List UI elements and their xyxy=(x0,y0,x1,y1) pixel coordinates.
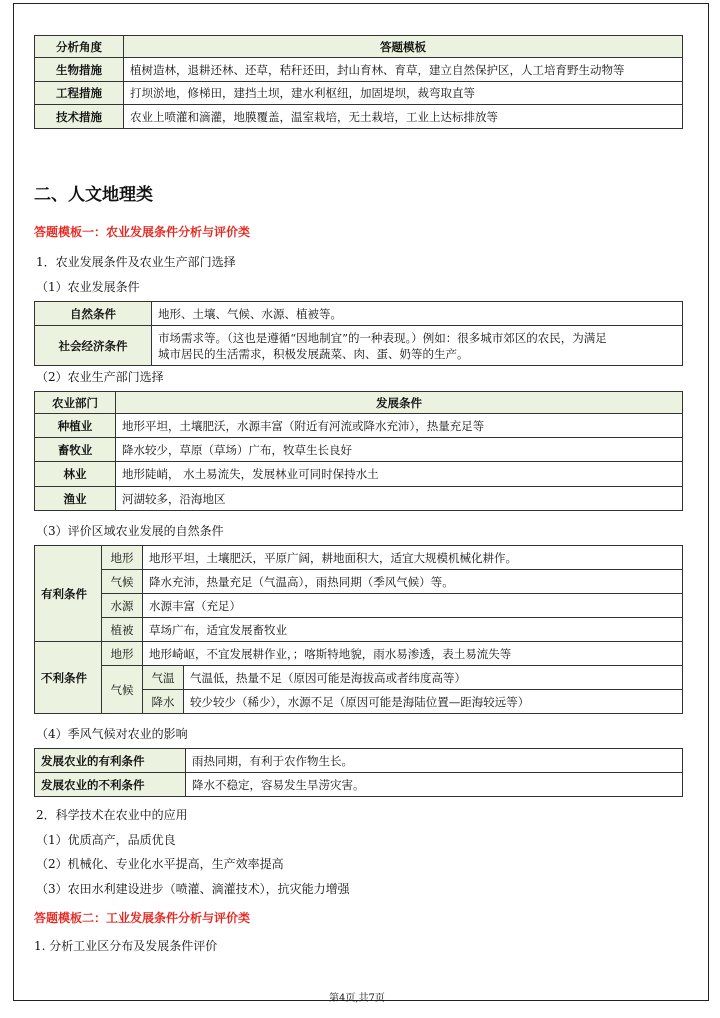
item-heading: 1．农业发展条件及农业生产部门选择 xyxy=(36,255,236,269)
factor-label: 气候 xyxy=(102,666,143,714)
factor-content: 较少较少（稀少），水源不足（原因可能是海陆位置—距海较远等） xyxy=(184,690,683,714)
table-header: 分析角度 xyxy=(35,36,124,58)
row-content: 雨热同期，有利于农作物生长。 xyxy=(186,749,683,773)
sub-heading: （4）季风气候对农业的影响 xyxy=(36,727,188,741)
row-label: 发展农业的有利条件 xyxy=(35,749,186,773)
unfavorable-label: 不利条件 xyxy=(35,642,102,714)
factor-content: 草场广布，适宜发展畜牧业 xyxy=(143,618,683,642)
subfactor-label: 降水 xyxy=(143,690,184,714)
row-content: 地形陡峭， 水土易流失，发展林业可同时保持水土 xyxy=(116,462,683,487)
row-content: 地形平坦，土壤肥沃，水源丰富（附近有河流或降水充沛），热量充足等 xyxy=(116,414,683,438)
sub-heading: （2）农业生产部门选择 xyxy=(36,370,164,384)
sub-heading: （1）农业发展条件 xyxy=(36,280,140,294)
monsoon-table xyxy=(34,748,683,797)
row-content: 河湖较多，沿海地区 xyxy=(116,487,683,511)
row-label: 自然条件 xyxy=(35,302,152,326)
factor-label: 水源 xyxy=(102,594,143,618)
factor-content: 水源丰富（充足） xyxy=(143,594,683,618)
row-label: 工程措施 xyxy=(35,82,124,105)
sectors-table xyxy=(34,391,683,511)
factor-label: 地形 xyxy=(102,642,143,666)
factor-label: 植被 xyxy=(102,618,143,642)
row-content: 降水较少，草原（草场）广布，牧草生长良好 xyxy=(116,438,683,462)
factor-content: 气温低，热量不足（原因可能是海拔高或者纬度高等） xyxy=(184,666,683,690)
factor-content: 地形平坦，土壤肥沃，平原广阔，耕地面积大，适宜大规模机械化耕作。 xyxy=(143,546,683,570)
factor-content: 降水充沛，热量充足（气温高），雨热同期（季风气候）等。 xyxy=(143,570,683,594)
template-title: 答题模板二：工业发展条件分析与评价类 xyxy=(34,911,251,925)
list-item: （2）机械化、专业化水平提高，生产效率提高 xyxy=(36,857,284,871)
list-item: （1）优质高产，品质优良 xyxy=(36,833,176,847)
row-label: 社会经济条件 xyxy=(35,326,152,366)
list-item: （3）农田水利建设进步（喷灌、滴灌技术），抗灾能力增强 xyxy=(36,882,350,896)
measures-table xyxy=(34,35,683,129)
row-content: 降水不稳定，容易发生旱涝灾害。 xyxy=(186,773,683,797)
row-content: 农业上喷灌和滴灌，地膜覆盖，温室栽培，无土栽培，工业上达标排放等 xyxy=(124,105,683,129)
table-header: 答题模板 xyxy=(124,36,683,58)
row-label: 生物措施 xyxy=(35,58,124,82)
template-title: 答题模板一：农业发展条件分析与评价类 xyxy=(34,225,251,239)
table-header: 农业部门 xyxy=(35,392,116,414)
section-title: 二、人文地理类 xyxy=(34,185,153,205)
row-label: 种植业 xyxy=(35,414,116,438)
row-label: 渔业 xyxy=(35,487,116,511)
content-line: 城市居民的生活需求，积极发展蔬菜、肉、蛋、奶等的生产。 xyxy=(158,346,469,361)
natural-conditions-table xyxy=(34,545,683,714)
favorable-label: 有利条件 xyxy=(35,546,102,642)
table-header: 发展条件 xyxy=(116,392,683,414)
row-label: 技术措施 xyxy=(35,105,124,129)
factor-label: 气候 xyxy=(102,570,143,594)
subfactor-label: 气温 xyxy=(143,666,184,690)
item-heading: 1. 分析工业区分布及发展条件评价 xyxy=(34,939,218,953)
row-content: 地形、土壤、气候、水源、植被等。 xyxy=(152,302,683,326)
page-footer: 第4页,共7页 xyxy=(329,993,385,1004)
factor-label: 地形 xyxy=(102,546,143,570)
row-content: 植树造林，退耕还林、还草，秸秆还田，封山育林、育草，建立自然保护区，人工培育野生动物等 xyxy=(124,58,683,82)
content-line: 市场需求等。（这也是遵循“因地制宜”的一种表现。）例如：很多城市郊区的农民，为满足 xyxy=(158,330,607,345)
row-label: 林业 xyxy=(35,462,116,487)
factor-content: 地形崎岖，不宜发展耕作业，；喀斯特地貌，雨水易渗透，表土易流失等 xyxy=(143,642,683,666)
conditions-table xyxy=(34,301,683,366)
sub-heading: （3）评价区域农业发展的自然条件 xyxy=(36,524,224,538)
row-label: 畜牧业 xyxy=(35,438,116,462)
row-content: 打坝淤地，修梯田，建挡土坝，建水利枢纽，加固堤坝，裁弯取直等 xyxy=(124,82,683,105)
row-content xyxy=(152,326,683,366)
item-heading: 2．科学技术在农业中的应用 xyxy=(36,808,188,822)
row-label: 发展农业的不利条件 xyxy=(35,773,186,797)
